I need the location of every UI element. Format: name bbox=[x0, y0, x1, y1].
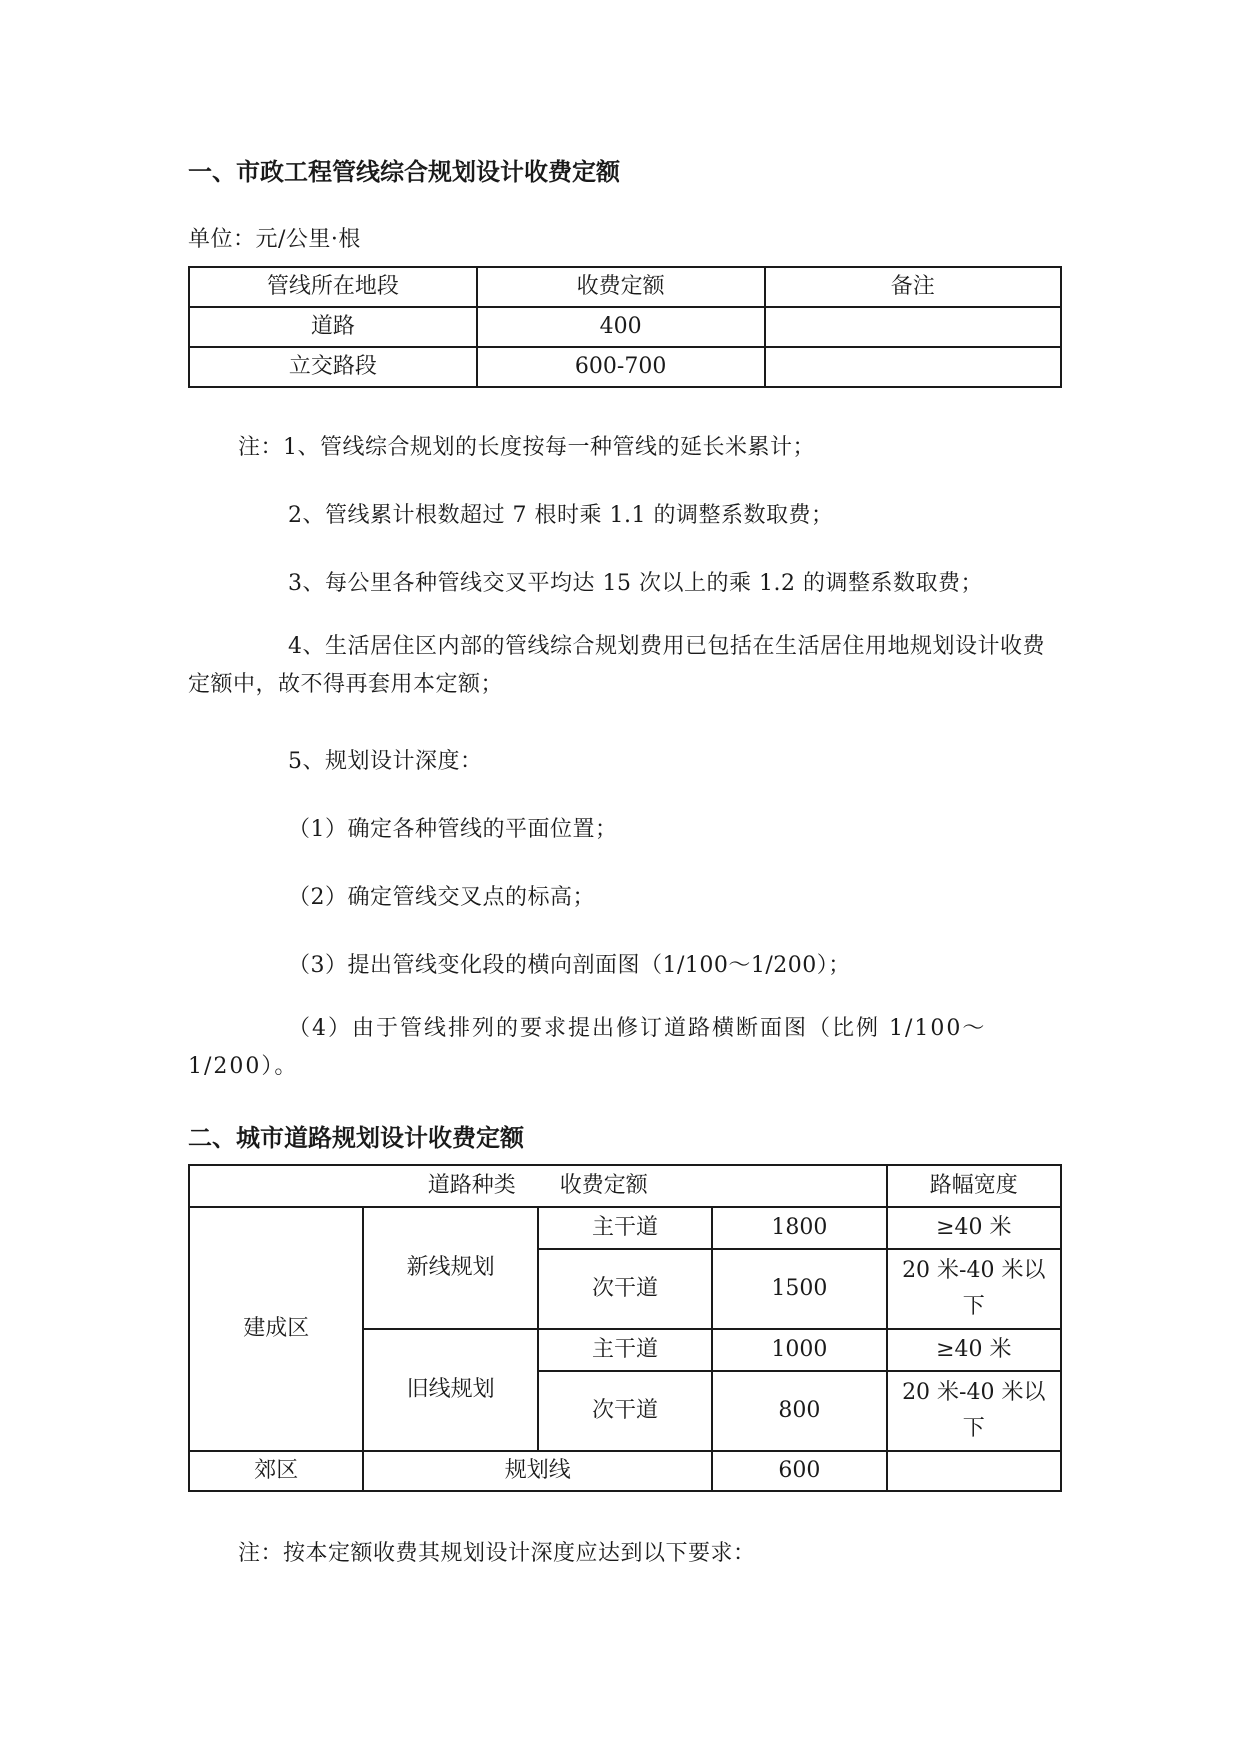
header-cell: 管线所在地段 bbox=[189, 267, 477, 307]
table-cell: 600-700 bbox=[477, 347, 765, 387]
depth-item-4: （4）由于管线排列的要求提出修订道路横断面图（比例 1/100～1/200）。 bbox=[188, 1016, 987, 1079]
table-cell bbox=[765, 347, 1062, 387]
fee-cell: 1000 bbox=[712, 1329, 886, 1371]
section1-heading: 一、市政工程管线综合规划设计收费定额 bbox=[188, 158, 620, 186]
table-header-row bbox=[189, 267, 1061, 307]
road-type-cell: 主干道 bbox=[538, 1329, 712, 1371]
width-cell: ≥40 米 bbox=[887, 1329, 1061, 1371]
depth-item-3: （3）提出管线变化段的横向剖面图（1/100～1/200）； bbox=[288, 953, 851, 978]
note-3: 3、每公里各种管线交叉平均达 15 次以上的乘 1.2 的调整系数取费； bbox=[288, 571, 983, 596]
road-type-cell: 次干道 bbox=[538, 1371, 712, 1451]
note-5: 5、规划设计深度： bbox=[288, 749, 483, 774]
table-cell: 立交路段 bbox=[189, 347, 477, 387]
table-header-row bbox=[189, 1165, 1061, 1207]
note-1: 注：1、管线综合规划的长度按每一种管线的延长米累计； bbox=[238, 435, 815, 460]
road-type-cell: 次干道 bbox=[538, 1249, 712, 1329]
header-cell: 路幅宽度 bbox=[887, 1165, 1061, 1207]
unit-label: 单位：元/公里·根 bbox=[188, 227, 361, 252]
table-cell: 道路 bbox=[189, 307, 477, 347]
depth-item-2: （2）确定管线交叉点的标高； bbox=[288, 885, 595, 910]
width-cell: 20 米-40 米以下 bbox=[887, 1249, 1061, 1329]
section2-heading: 二、城市道路规划设计收费定额 bbox=[188, 1124, 524, 1152]
header-cell: 收费定额 bbox=[477, 267, 765, 307]
width-cell bbox=[887, 1451, 1061, 1491]
line-type-cell-old: 旧线规划 bbox=[363, 1329, 537, 1451]
width-cell: ≥40 米 bbox=[887, 1207, 1061, 1249]
area-cell-built: 建成区 bbox=[189, 1207, 363, 1451]
depth-item-1: （1）确定各种管线的平面位置； bbox=[288, 817, 618, 842]
planning-line-cell: 规划线 bbox=[363, 1451, 712, 1491]
table-cell bbox=[765, 307, 1062, 347]
table-cell: 400 bbox=[477, 307, 765, 347]
fee-cell: 1800 bbox=[712, 1207, 886, 1249]
line-type-cell-new: 新线规划 bbox=[363, 1207, 537, 1329]
note-4: 4、生活居住区内部的管线综合规划费用已包括在生活居住用地规划设计收费定额中，故不得再套用本定额； bbox=[188, 634, 1045, 697]
table-row bbox=[189, 1207, 1061, 1249]
fee-cell: 800 bbox=[712, 1371, 886, 1451]
table-row bbox=[189, 347, 1061, 387]
note-2: 2、管线累计根数超过 7 根时乘 1.1 的调整系数取费； bbox=[288, 503, 834, 528]
header-cell: 道路种类 收费定额 bbox=[189, 1165, 887, 1207]
fee-cell: 1500 bbox=[712, 1249, 886, 1329]
table-row bbox=[189, 307, 1061, 347]
pipeline-fee-table bbox=[188, 266, 1062, 388]
width-cell: 20 米-40 米以下 bbox=[887, 1371, 1061, 1451]
area-cell-suburb: 郊区 bbox=[189, 1451, 363, 1491]
road-fee-table bbox=[188, 1164, 1062, 1492]
section2-note: 注：按本定额收费其规划设计深度应达到以下要求： bbox=[238, 1541, 756, 1566]
fee-cell: 600 bbox=[712, 1451, 886, 1491]
header-cell: 备注 bbox=[765, 267, 1062, 307]
road-type-cell: 主干道 bbox=[538, 1207, 712, 1249]
table-row bbox=[189, 1451, 1061, 1491]
